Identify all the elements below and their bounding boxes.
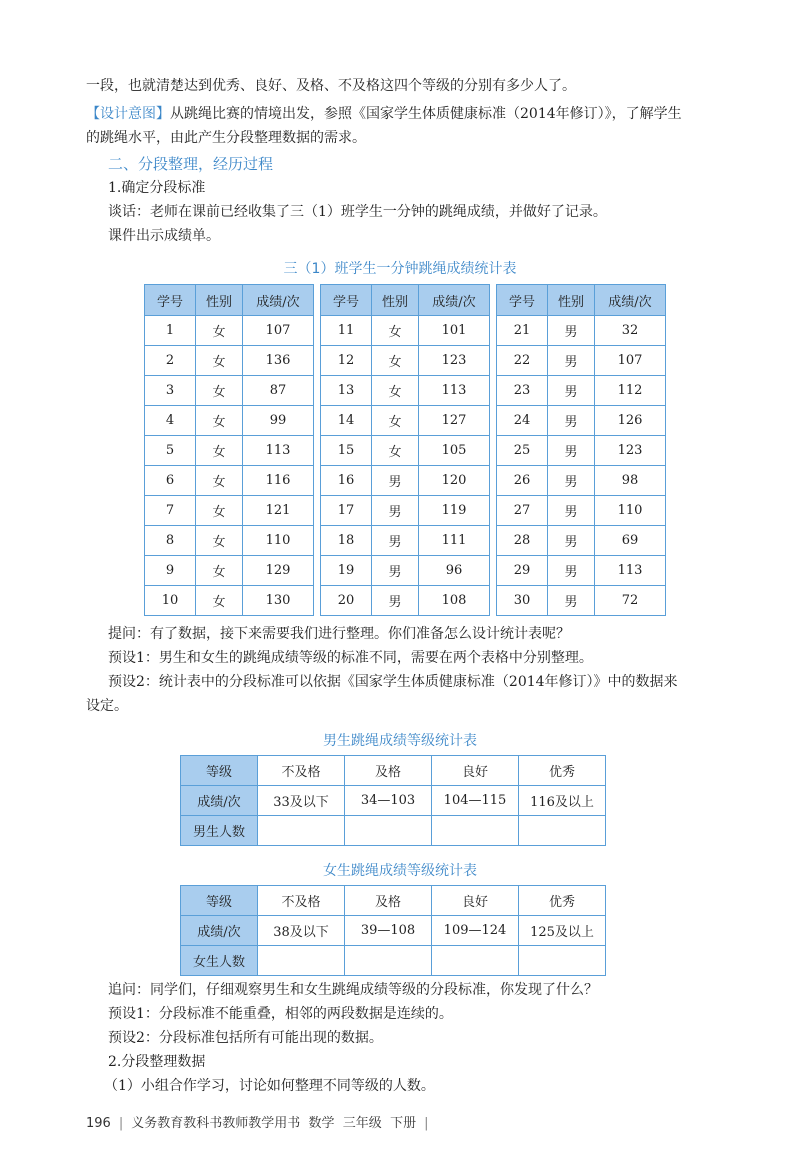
table-row xyxy=(321,586,490,616)
table-cell: 34—103 xyxy=(345,786,432,816)
table-cell: 15 xyxy=(321,436,372,466)
table-cell: 96 xyxy=(419,556,490,586)
column-header: 成绩/次 xyxy=(419,285,490,316)
table-row xyxy=(497,346,666,376)
table-cell: 20 xyxy=(321,586,372,616)
table-cell: 男 xyxy=(372,526,419,556)
score-header-row xyxy=(497,285,666,316)
table-cell: 女 xyxy=(196,346,243,376)
table-cell: 女 xyxy=(196,376,243,406)
table-cell: 8 xyxy=(145,526,196,556)
table-cell: 116 xyxy=(243,466,314,496)
row-label: 成绩/次 xyxy=(181,786,258,816)
table-cell: 4 xyxy=(145,406,196,436)
table-cell: 14 xyxy=(321,406,372,436)
table-cell: 22 xyxy=(497,346,548,376)
table-row xyxy=(145,376,314,406)
table-cell: 18 xyxy=(321,526,372,556)
table-cell: 16 xyxy=(321,466,372,496)
table-cell: 109—124 xyxy=(432,916,519,946)
table-row xyxy=(181,886,606,916)
table-cell: 女 xyxy=(372,406,419,436)
male-grade-table xyxy=(180,755,606,846)
question-line: 提问：有了数据，接下来需要我们进行整理。你们准备怎么设计统计表呢？ xyxy=(108,626,570,642)
table-cell: 不及格 xyxy=(258,756,345,786)
table-cell: 87 xyxy=(243,376,314,406)
subject: 数学 xyxy=(308,1116,335,1131)
table-cell: 111 xyxy=(419,526,490,556)
table-cell: 男 xyxy=(548,496,595,526)
preset-2-line: 预设2：统计表中的分段标准可以依据《国家学生体质健康标准（2014年修订）》中的数据来 xyxy=(108,674,678,690)
female-grade-table xyxy=(180,885,606,976)
volume: 下册 xyxy=(390,1116,417,1131)
table-row xyxy=(321,436,490,466)
table-row xyxy=(181,816,606,846)
table-row xyxy=(497,376,666,406)
table-cell xyxy=(345,816,432,846)
subheading-1: 1.确定分段标准 xyxy=(108,180,206,196)
table-row xyxy=(321,526,490,556)
table-cell: 男 xyxy=(548,436,595,466)
table-cell xyxy=(258,946,345,976)
table-cell: 男 xyxy=(372,586,419,616)
table-cell: 女 xyxy=(372,316,419,346)
table-row xyxy=(145,406,314,436)
table-cell: 104—115 xyxy=(432,786,519,816)
book-title: 义务教育教科书教师教学用书 xyxy=(131,1116,301,1131)
female-table-caption: 女生跳绳成绩等级统计表 xyxy=(323,863,477,879)
table-cell: 女 xyxy=(196,466,243,496)
subheading-2: 2.分段整理数据 xyxy=(108,1054,206,1070)
table-row xyxy=(321,316,490,346)
table-cell: 108 xyxy=(419,586,490,616)
table-cell: 女 xyxy=(372,376,419,406)
row-label: 男生人数 xyxy=(181,816,258,846)
column-header: 性别 xyxy=(548,285,595,316)
table-cell: 女 xyxy=(196,496,243,526)
table-cell: 39—108 xyxy=(345,916,432,946)
table-cell: 112 xyxy=(595,376,666,406)
table-cell: 101 xyxy=(419,316,490,346)
table-cell: 3 xyxy=(145,376,196,406)
table-cell: 28 xyxy=(497,526,548,556)
table-cell: 及格 xyxy=(345,886,432,916)
table-cell: 32 xyxy=(595,316,666,346)
column-header: 性别 xyxy=(196,285,243,316)
table-row xyxy=(321,556,490,586)
score-table-block xyxy=(320,284,490,616)
table-cell: 12 xyxy=(321,346,372,376)
table-cell: 129 xyxy=(243,556,314,586)
followup-question: 追问：同学们，仔细观察男生和女生跳绳成绩等级的分段标准，你发现了什么？ xyxy=(108,982,598,998)
table-cell: 及格 xyxy=(345,756,432,786)
table-cell: 126 xyxy=(595,406,666,436)
column-header: 成绩/次 xyxy=(243,285,314,316)
table-cell: 男 xyxy=(548,316,595,346)
table-cell: 女 xyxy=(196,406,243,436)
table-cell: 6 xyxy=(145,466,196,496)
table-row xyxy=(145,346,314,376)
courseware-line: 课件出示成绩单。 xyxy=(108,228,220,244)
table-cell: 38及以下 xyxy=(258,916,345,946)
column-header: 性别 xyxy=(372,285,419,316)
table-cell: 男 xyxy=(372,496,419,526)
column-header: 学号 xyxy=(321,285,372,316)
design-intent-line-2: 的跳绳水平，由此产生分段整理数据的需求。 xyxy=(86,130,366,146)
table-cell: 女 xyxy=(196,316,243,346)
table-cell: 9 xyxy=(145,556,196,586)
table-cell: 女 xyxy=(196,526,243,556)
table-cell: 男 xyxy=(372,556,419,586)
table-row xyxy=(321,376,490,406)
table-cell: 113 xyxy=(595,556,666,586)
table-cell: 72 xyxy=(595,586,666,616)
table-cell: 98 xyxy=(595,466,666,496)
design-intent-label: 【设计意图】 xyxy=(86,106,170,122)
table-cell: 136 xyxy=(243,346,314,376)
column-header: 成绩/次 xyxy=(595,285,666,316)
table-cell: 113 xyxy=(243,436,314,466)
table-row xyxy=(145,436,314,466)
table-cell: 26 xyxy=(497,466,548,496)
table-row xyxy=(497,526,666,556)
table-cell: 29 xyxy=(497,556,548,586)
table-row xyxy=(321,496,490,526)
table-cell: 优秀 xyxy=(519,886,606,916)
table-row xyxy=(181,756,606,786)
talk-line: 谈话：老师在课前已经收集了三（1）班学生一分钟的跳绳成绩，并做好了记录。 xyxy=(108,204,607,220)
design-intent-text: 从跳绳比赛的情境出发，参照《国家学生体质健康标准（2014年修订）》，了解学生 xyxy=(170,106,682,122)
table-cell: 121 xyxy=(243,496,314,526)
score-header-row xyxy=(145,285,314,316)
table-cell: 123 xyxy=(419,346,490,376)
preset-4-line: 预设2：分段标准包括所有可能出现的数据。 xyxy=(108,1030,383,1046)
row-label: 成绩/次 xyxy=(181,916,258,946)
score-table-caption: 三（1）班学生一分钟跳绳成绩统计表 xyxy=(283,261,517,277)
table-cell: 女 xyxy=(372,436,419,466)
table-cell: 107 xyxy=(595,346,666,376)
table-cell: 不及格 xyxy=(258,886,345,916)
table-row xyxy=(145,496,314,526)
table-row xyxy=(145,556,314,586)
table-cell xyxy=(432,816,519,846)
table-cell: 男 xyxy=(548,586,595,616)
table-row xyxy=(321,346,490,376)
paragraph-line: 一段，也就清楚达到优秀、良好、及格、不及格这四个等级的分别有多少人了。 xyxy=(86,78,576,94)
score-table-block xyxy=(496,284,666,616)
table-cell xyxy=(258,816,345,846)
table-cell: 男 xyxy=(548,376,595,406)
table-cell: 良好 xyxy=(432,756,519,786)
table-row xyxy=(497,496,666,526)
table-row xyxy=(497,586,666,616)
table-cell xyxy=(519,816,606,846)
table-cell: 105 xyxy=(419,436,490,466)
table-cell: 女 xyxy=(196,436,243,466)
table-cell: 男 xyxy=(548,526,595,556)
table-cell xyxy=(432,946,519,976)
table-cell: 13 xyxy=(321,376,372,406)
column-header: 学号 xyxy=(145,285,196,316)
table-row xyxy=(145,586,314,616)
table-cell: 25 xyxy=(497,436,548,466)
score-header-row xyxy=(321,285,490,316)
table-row xyxy=(497,316,666,346)
table-cell: 优秀 xyxy=(519,756,606,786)
preset-3-line: 预设1：分段标准不能重叠，相邻的两段数据是连续的。 xyxy=(108,1006,453,1022)
table-row xyxy=(181,946,606,976)
table-row xyxy=(145,316,314,346)
table-cell: 120 xyxy=(419,466,490,496)
table-row xyxy=(181,916,606,946)
section-heading: 二、分段整理，经历过程 xyxy=(108,155,274,173)
table-cell: 99 xyxy=(243,406,314,436)
table-cell: 123 xyxy=(595,436,666,466)
table-cell: 127 xyxy=(419,406,490,436)
table-cell: 男 xyxy=(548,466,595,496)
table-cell: 19 xyxy=(321,556,372,586)
column-header: 学号 xyxy=(497,285,548,316)
table-cell: 113 xyxy=(419,376,490,406)
table-cell: 33及以下 xyxy=(258,786,345,816)
row-label: 等级 xyxy=(181,886,258,916)
preset-1-line: 预设1：男生和女生的跳绳成绩等级的标准不同，需要在两个表格中分别整理。 xyxy=(108,650,593,666)
row-label: 女生人数 xyxy=(181,946,258,976)
table-cell: 5 xyxy=(145,436,196,466)
subheading-2-1: （1）小组合作学习，讨论如何整理不同等级的人数。 xyxy=(104,1078,435,1094)
table-cell: 130 xyxy=(243,586,314,616)
grade-level: 三年级 xyxy=(342,1116,382,1131)
table-cell: 10 xyxy=(145,586,196,616)
table-row xyxy=(497,466,666,496)
table-cell: 男 xyxy=(372,466,419,496)
table-cell: 男 xyxy=(548,556,595,586)
table-cell: 107 xyxy=(243,316,314,346)
page-number: 196 xyxy=(86,1116,111,1131)
table-cell: 男 xyxy=(548,346,595,376)
page-footer: 196 | 义务教育教科书教师教学用书 数学 三年级 下册 | xyxy=(86,1116,429,1131)
table-cell: 女 xyxy=(196,556,243,586)
table-cell: 7 xyxy=(145,496,196,526)
table-cell: 男 xyxy=(548,406,595,436)
table-cell: 69 xyxy=(595,526,666,556)
table-row xyxy=(497,406,666,436)
table-cell: 125及以上 xyxy=(519,916,606,946)
table-cell: 1 xyxy=(145,316,196,346)
table-row xyxy=(181,786,606,816)
table-cell: 2 xyxy=(145,346,196,376)
table-row xyxy=(321,406,490,436)
row-label: 等级 xyxy=(181,756,258,786)
table-cell xyxy=(345,946,432,976)
score-table-block xyxy=(144,284,314,616)
preset-2-cont: 设定。 xyxy=(86,698,128,714)
table-row xyxy=(145,526,314,556)
table-cell xyxy=(519,946,606,976)
table-cell: 110 xyxy=(595,496,666,526)
design-intent-line-1 xyxy=(86,104,682,124)
table-cell: 27 xyxy=(497,496,548,526)
table-row xyxy=(321,466,490,496)
table-cell: 119 xyxy=(419,496,490,526)
table-cell: 30 xyxy=(497,586,548,616)
table-cell: 116及以上 xyxy=(519,786,606,816)
table-cell: 良好 xyxy=(432,886,519,916)
table-cell: 11 xyxy=(321,316,372,346)
table-cell: 24 xyxy=(497,406,548,436)
table-row xyxy=(497,556,666,586)
table-cell: 21 xyxy=(497,316,548,346)
score-table xyxy=(144,284,666,616)
table-cell: 23 xyxy=(497,376,548,406)
table-cell: 17 xyxy=(321,496,372,526)
table-cell: 110 xyxy=(243,526,314,556)
table-row xyxy=(145,466,314,496)
table-cell: 女 xyxy=(196,586,243,616)
male-table-caption: 男生跳绳成绩等级统计表 xyxy=(323,733,477,749)
table-cell: 女 xyxy=(372,346,419,376)
table-row xyxy=(497,436,666,466)
